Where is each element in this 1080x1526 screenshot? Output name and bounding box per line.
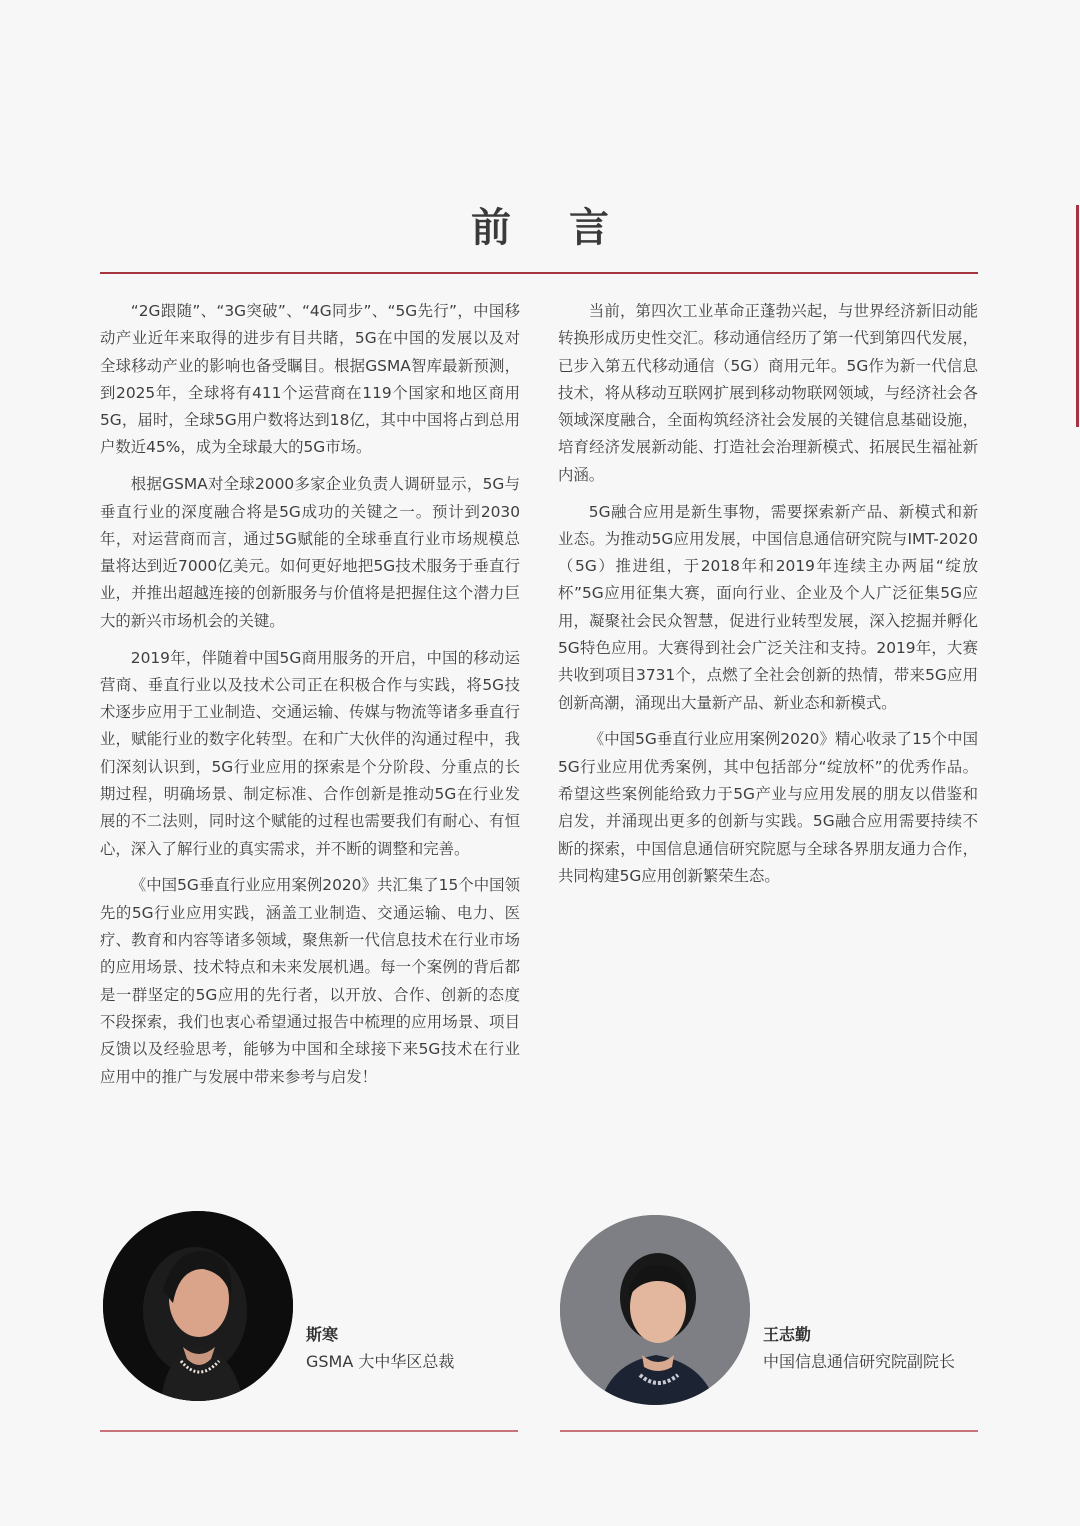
author-2-portrait (560, 1215, 750, 1405)
right-paragraph-2: 5G融合应用是新生事物，需要探索新产品、新模式和新业态。为推动5G应用发展，中国信息通信研究院与IMT-2020（5G）推进组，于2018年和2019年连续主办两届“绽放杯”5G应用征集大赛，面向行业、企业及个人广泛征集5G应用，凝聚社会民众智慧，促进行业转型发展，深入挖掘并孵化5G特色应用。大赛得到社会广泛关注和支持。2019年，大赛共收到项目3731个，点燃了全社会创新的热情，带来5G应用创新高潮，涌现出大量新产品、新业态和新模式。 (558, 502, 978, 712)
page-title: 前 言 (471, 205, 631, 251)
left-paragraph-3: 2019年，伴随着中国5G商用服务的开启，中国的移动运营商、垂直行业以及技术公司正在积极合作与实践，将5G技术逐步应用于工业制造、交通运输、传媒与物流等诸多垂直行业，赋能行业的数字化转型。在和广大伙伴的沟通过程中，我们深刻认识到，5G行业应用的探索是个分阶段、分重点的长期过程，明确场景、制定标准、合作创新是推动5G在行业发展的不二法则，同时这个赋能的过程也需要我们有耐心、有恒心，深入了解行业的真实需求，并不断的调整和完善。 (100, 648, 520, 858)
author-1-divider (100, 1430, 518, 1432)
right-column (558, 298, 978, 900)
portrait-photo-icon (103, 1211, 293, 1401)
left-paragraph-4: 《中国5G垂直行业应用案例2020》共汇集了15个中国领先的5G行业应用实践，涵盖工业制造、交通运输、电力、医疗、教育和内容等诸多领域，聚焦新一代信息技术在行业市场的应用场景、技术特点和未来发展机遇。每一个案例的背后都是一群坚定的5G应用的先行者，以开放、合作、创新的态度不段探索，我们也衷心希望通过报告中梳理的应用场景、项目反馈以及经验思考，能够为中国和全球接下来5G技术在行业应用中的推广与发展中带来参考与启发！ (100, 876, 520, 1086)
left-paragraph-2: 根据GSMA对全球2000多家企业负责人调研显示，5G与垂直行业的深度融合将是5G成功的关键之一。预计到2030年，对运营商而言，通过5G赋能的全球垂直行业市场规模总量将达到近7000亿美元。如何更好地把5G技术服务于垂直行业，并推出超越连接的创新服务与价值将是把握住这个潜力巨大的新兴市场机会的关键。 (100, 475, 520, 630)
author-2-name: 王志勤 (763, 1325, 812, 1344)
author-1-name: 斯寒 (306, 1325, 339, 1344)
author-1-role: GSMA 大中华区总裁 (306, 1352, 455, 1371)
author-2-role: 中国信息通信研究院副院长 (763, 1352, 956, 1371)
portrait-photo-icon (560, 1215, 750, 1405)
author-2-divider (560, 1430, 978, 1432)
left-paragraph-1: “2G跟随”、“3G突破”、“4G同步”、“5G先行”，中国移动产业近年来取得的进步有目共睹，5G在中国的发展以及对全球移动产业的影响也备受瞩目。根据GSMA智库最新预测，到2025年，全球将有411个运营商在119个国家和地区商用5G，届时，全球5G用户数将达到18亿，其中中国将占到总用户数近45%，成为全球最大的5G市场。 (100, 302, 520, 457)
right-paragraph-3: 《中国5G垂直行业应用案例2020》精心收录了15个中国5G行业应用优秀案例，其中包括部分“绽放杯”的优秀作品。希望这些案例能给致力于5G产业与应用发展的朋友以借鉴和启发，并涌现出更多的创新与实践。5G融合应用需要持续不断的探索，中国信息通信研究院愿与全球各界朋友通力合作，共同构建5G应用创新繁荣生态。 (558, 730, 978, 885)
left-column (100, 298, 520, 1100)
author-1-portrait (103, 1211, 293, 1401)
right-paragraph-1: 当前，第四次工业革命正蓬勃兴起，与世界经济新旧动能转换形成历史性交汇。移动通信经历了第一代到第四代发展，已步入第五代移动通信（5G）商用元年。5G作为新一代信息技术，将从移动互联网扩展到移动物联网领域，与经济社会各领域深度融合，全面构筑经济社会发展的关键信息基础设施，培育经济发展新动能、打造社会治理新模式、拓展民生福祉新内涵。 (558, 302, 978, 484)
title-divider (100, 272, 978, 274)
